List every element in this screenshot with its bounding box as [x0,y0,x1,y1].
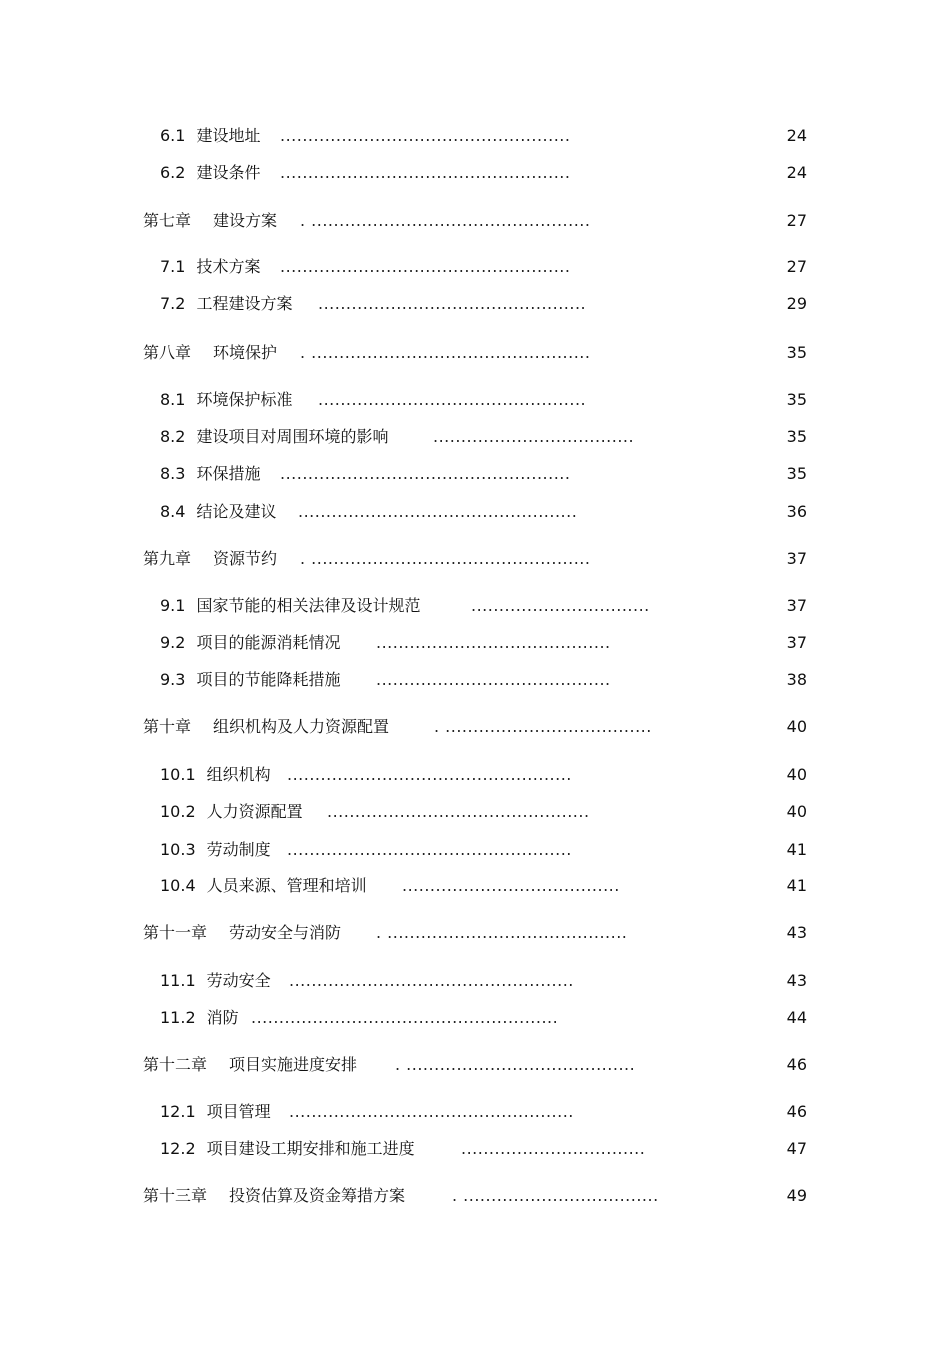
section-title: 劳动安全 [206,971,271,990]
section-number: 11.2 [160,1008,196,1027]
section-title: 人力资源配置 [206,802,303,821]
page-number: 38 [786,670,807,689]
toc-section-entry[interactable] [160,500,276,524]
section-number: 10.3 [160,840,196,859]
toc-chapter-entry[interactable] [143,341,277,365]
page-number: 24 [786,126,807,145]
toc-section-entry[interactable] [160,124,260,148]
section-number: 8.1 [160,390,186,409]
dot-leader: ................................................... [287,765,572,784]
dot-leader: . .................................................. [300,549,591,568]
section-number: 9.3 [160,670,186,689]
chapter-number: 第十二章 [143,1055,208,1074]
dot-leader: ................................................ [318,294,587,313]
section-number: 6.2 [160,163,186,182]
section-title: 劳动制度 [206,840,271,859]
section-number: 9.2 [160,633,186,652]
dot-leader: .......................................... [376,633,611,652]
section-title: 项目建设工期安排和施工进度 [206,1139,415,1158]
dot-leader: .................................................... [280,126,571,145]
section-number: 8.4 [160,502,186,521]
page-number: 24 [786,163,807,182]
toc-section-entry[interactable] [160,1137,415,1161]
section-title: 工程建设方案 [196,294,293,313]
section-title: 国家节能的相关法律及设计规范 [196,596,421,615]
section-title: 组织机构 [206,765,271,784]
page-number: 40 [786,717,807,736]
toc-section-entry[interactable] [160,668,340,692]
toc-section-entry[interactable] [160,969,271,993]
toc-section-entry[interactable] [160,388,292,412]
section-title: 项目管理 [206,1102,271,1121]
section-number: 8.2 [160,427,186,446]
chapter-title: 项目实施进度安排 [229,1055,358,1074]
dot-leader: . ..................................... [434,717,652,736]
dot-leader: . ........................................... [376,923,628,942]
toc-section-entry[interactable] [160,763,271,787]
chapter-title: 环境保护 [213,343,278,362]
toc-section-entry[interactable] [160,594,420,618]
dot-leader: ....................................... [402,876,620,895]
chapter-number: 第八章 [143,343,192,362]
toc-section-entry[interactable] [160,425,388,449]
toc-chapter-entry[interactable] [143,209,277,233]
dot-leader: ................................................... [287,840,572,859]
section-number: 10.1 [160,765,196,784]
dot-leader: . .................................................. [300,211,591,230]
page-number: 40 [786,765,807,784]
toc-section-entry[interactable] [160,255,260,279]
section-number: 9.1 [160,596,186,615]
toc-section-entry[interactable] [160,874,367,898]
chapter-number: 第十一章 [143,923,208,942]
section-title: 建设条件 [196,163,261,182]
dot-leader: .................................................... [280,464,571,483]
dot-leader: . ......................................... [395,1055,636,1074]
section-number: 11.1 [160,971,196,990]
chapter-title: 组织机构及人力资源配置 [213,717,390,736]
section-number: 7.1 [160,257,186,276]
chapter-title: 资源节约 [213,549,278,568]
section-title: 项目的节能降耗措施 [196,670,341,689]
page-number: 49 [786,1186,807,1205]
section-title: 消防 [206,1008,239,1027]
dot-leader: .................................................. [298,502,578,521]
toc-section-entry[interactable] [160,631,340,655]
toc-section-entry[interactable] [160,161,260,185]
page-number: 29 [786,294,807,313]
section-number: 6.1 [160,126,186,145]
chapter-number: 第十三章 [143,1186,208,1205]
dot-leader: .................................................... [280,257,571,276]
page-number: 41 [786,876,807,895]
toc-section-entry[interactable] [160,838,271,862]
section-title: 建设地址 [196,126,261,145]
page-number: 37 [786,596,807,615]
dot-leader: ................................ [471,596,650,615]
section-number: 12.2 [160,1139,196,1158]
section-title: 人员来源、管理和培训 [206,876,367,895]
page-number: 46 [786,1055,807,1074]
dot-leader: ................................................ [318,390,587,409]
dot-leader: . ................................... [452,1186,659,1205]
page-number: 40 [786,802,807,821]
section-number: 12.1 [160,1102,196,1121]
page-number: 35 [786,464,807,483]
dot-leader: ............................................... [327,802,590,821]
chapter-number: 第七章 [143,211,192,230]
toc-section-entry[interactable] [160,1100,271,1124]
toc-section-entry[interactable] [160,1006,239,1030]
dot-leader: . .................................................. [300,343,591,362]
page-number: 27 [786,257,807,276]
toc-chapter-entry[interactable] [143,715,389,739]
dot-leader: ................................. [461,1139,646,1158]
toc-section-entry[interactable] [160,800,303,824]
chapter-title: 投资估算及资金筹措方案 [229,1186,406,1205]
chapter-title: 劳动安全与消防 [229,923,342,942]
page-number: 41 [786,840,807,859]
chapter-number: 第九章 [143,549,192,568]
page-number: 43 [786,971,807,990]
dot-leader: .......................................... [376,670,611,689]
section-number: 10.4 [160,876,196,895]
section-title: 建设项目对周围环境的影响 [196,427,389,446]
page-number: 46 [786,1102,807,1121]
toc-chapter-entry[interactable] [143,1053,357,1077]
dot-leader: .................................... [433,427,635,446]
section-title: 环境保护标准 [196,390,293,409]
toc-chapter-entry[interactable] [143,547,277,571]
page-number: 47 [786,1139,807,1158]
chapter-title: 建设方案 [213,211,278,230]
page-number: 44 [786,1008,807,1027]
toc-chapter-entry[interactable] [143,1184,405,1208]
section-title: 技术方案 [196,257,261,276]
page-number: 43 [786,923,807,942]
section-title: 结论及建议 [196,502,277,521]
dot-leader: ....................................................... [251,1008,559,1027]
page-number: 37 [786,549,807,568]
page-number: 27 [786,211,807,230]
section-title: 项目的能源消耗情况 [196,633,341,652]
section-number: 10.2 [160,802,196,821]
chapter-number: 第十章 [143,717,192,736]
toc-section-entry[interactable] [160,292,292,316]
page-number: 36 [786,502,807,521]
page-number: 37 [786,633,807,652]
section-number: 8.3 [160,464,186,483]
page-number: 35 [786,390,807,409]
dot-leader: ................................................... [289,971,574,990]
dot-leader: ................................................... [289,1102,574,1121]
dot-leader: .................................................... [280,163,571,182]
section-number: 7.2 [160,294,186,313]
page-number: 35 [786,427,807,446]
toc-chapter-entry[interactable] [143,921,341,945]
section-title: 环保措施 [196,464,261,483]
page-number: 35 [786,343,807,362]
toc-section-entry[interactable] [160,462,260,486]
